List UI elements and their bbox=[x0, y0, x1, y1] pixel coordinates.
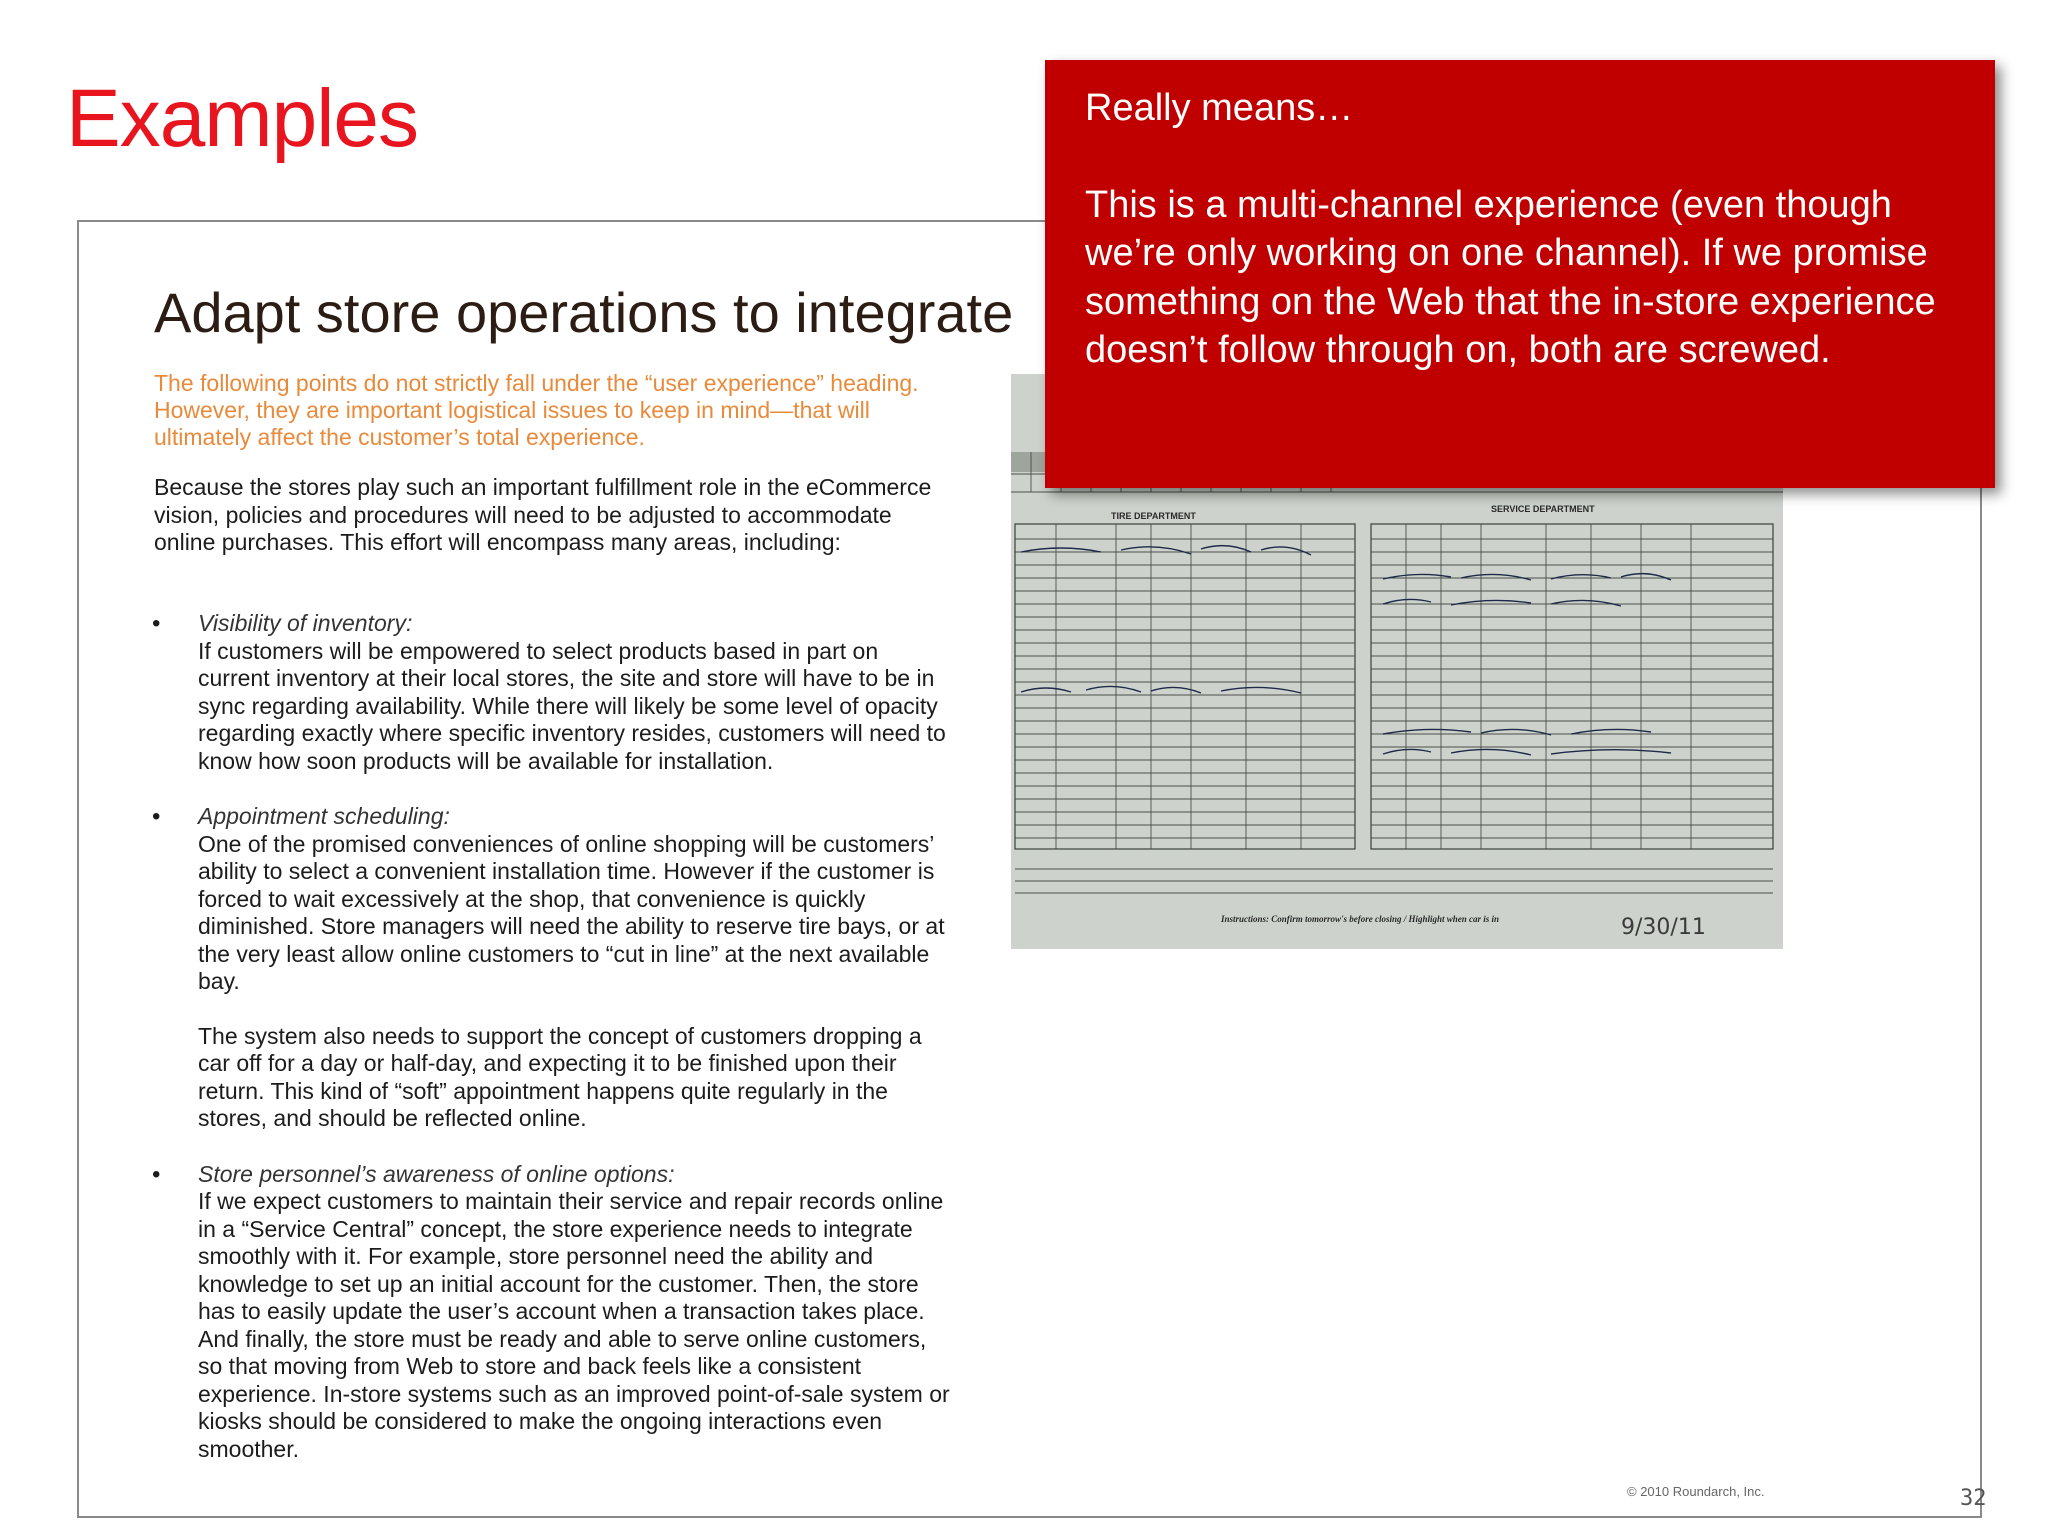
callout-text: This is a multi-channel experience (even though we’re only working on one channel). If we promise something on the Web that the in-store experience doesn’t follow through on, both are screwed. bbox=[1085, 183, 1936, 371]
bullet-item bbox=[154, 1161, 954, 1464]
bullet-item bbox=[154, 803, 954, 1133]
document-heading: Adapt store operations to integrate bbox=[154, 281, 1014, 344]
slide-title: Examples bbox=[66, 73, 419, 164]
bullet-paragraph: If we expect customers to maintain their service and repair records online in a “Service Central” concept, the store experience needs to integrate smoothly with it. For example, store personnel need the ability and knowledge to set up an initial account for the customer. Then, the store has to easily update the user’s account when a transaction takes place. And finally, the store must be ready and able to serve online customers, so that moving from Web to store and back feels like a consistent experience. In-store systems such as an improved point-of-sale system or kiosks should be considered to make the ongoing interactions even smoother. bbox=[198, 1188, 950, 1462]
document-intro: The following points do not strictly fall under the “user experience” heading. However, they are important logistical issues to keep in mind—that will ultimately affect the customer’s total experience. bbox=[154, 370, 919, 450]
document-body: Because the stores play such an important fulfillment role in the eCommerce vision, policies and procedures will need to be adjusted to accommodate online purchases. This effort will encompass many areas, including: bbox=[154, 474, 932, 555]
form-instructions: Instructions: Confirm tomorrow's before closing / Highlight when car is in bbox=[1221, 914, 1500, 924]
bullet-title: • Visibility of inventory: bbox=[198, 610, 413, 636]
handwritten-date: 9/30/11 bbox=[1621, 915, 1706, 940]
copyright: © 2010 Roundarch, Inc. bbox=[1627, 1484, 1765, 1499]
callout-heading: Really means… bbox=[1085, 87, 1354, 129]
callout-box bbox=[1045, 60, 1995, 488]
bullet-item bbox=[154, 610, 954, 775]
tire-department-label: TIRE DEPARTMENT bbox=[1111, 511, 1196, 521]
bullet-paragraph: If customers will be empowered to select products based in part on current inventory at their local stores, the site and store will have to be in sync regarding availability. While there will likely be some level of opacity regarding exactly where specific inventory resides, customers will need to know how soon products will be available for installation. bbox=[198, 637, 946, 774]
service-department-label: SERVICE DEPARTMENT bbox=[1491, 504, 1595, 514]
bullet-title: • Store personnel’s awareness of online options: bbox=[198, 1160, 675, 1187]
bullet-paragraph: One of the promised conveniences of online shopping will be customers’ ability to select a convenient installation time. However if the customer is forced to wait excessively at the shop, that convenience is quickly diminished. Store managers will need the ability to reserve tire bays, or at the very least allow online customers to “cut in line” at the next available bay. bbox=[198, 830, 945, 994]
bullet-paragraph: The system also needs to support the concept of customers dropping a car off for a day or half-day, and expecting it to be finished upon their return. This kind of “soft” appointment happens quite regularly in the stores, and should be reflected online. bbox=[198, 1022, 922, 1131]
bullet-list bbox=[154, 610, 954, 1491]
bullet-title: • Appointment scheduling: bbox=[198, 803, 450, 829]
page-number: 32 bbox=[1960, 1486, 1987, 1511]
